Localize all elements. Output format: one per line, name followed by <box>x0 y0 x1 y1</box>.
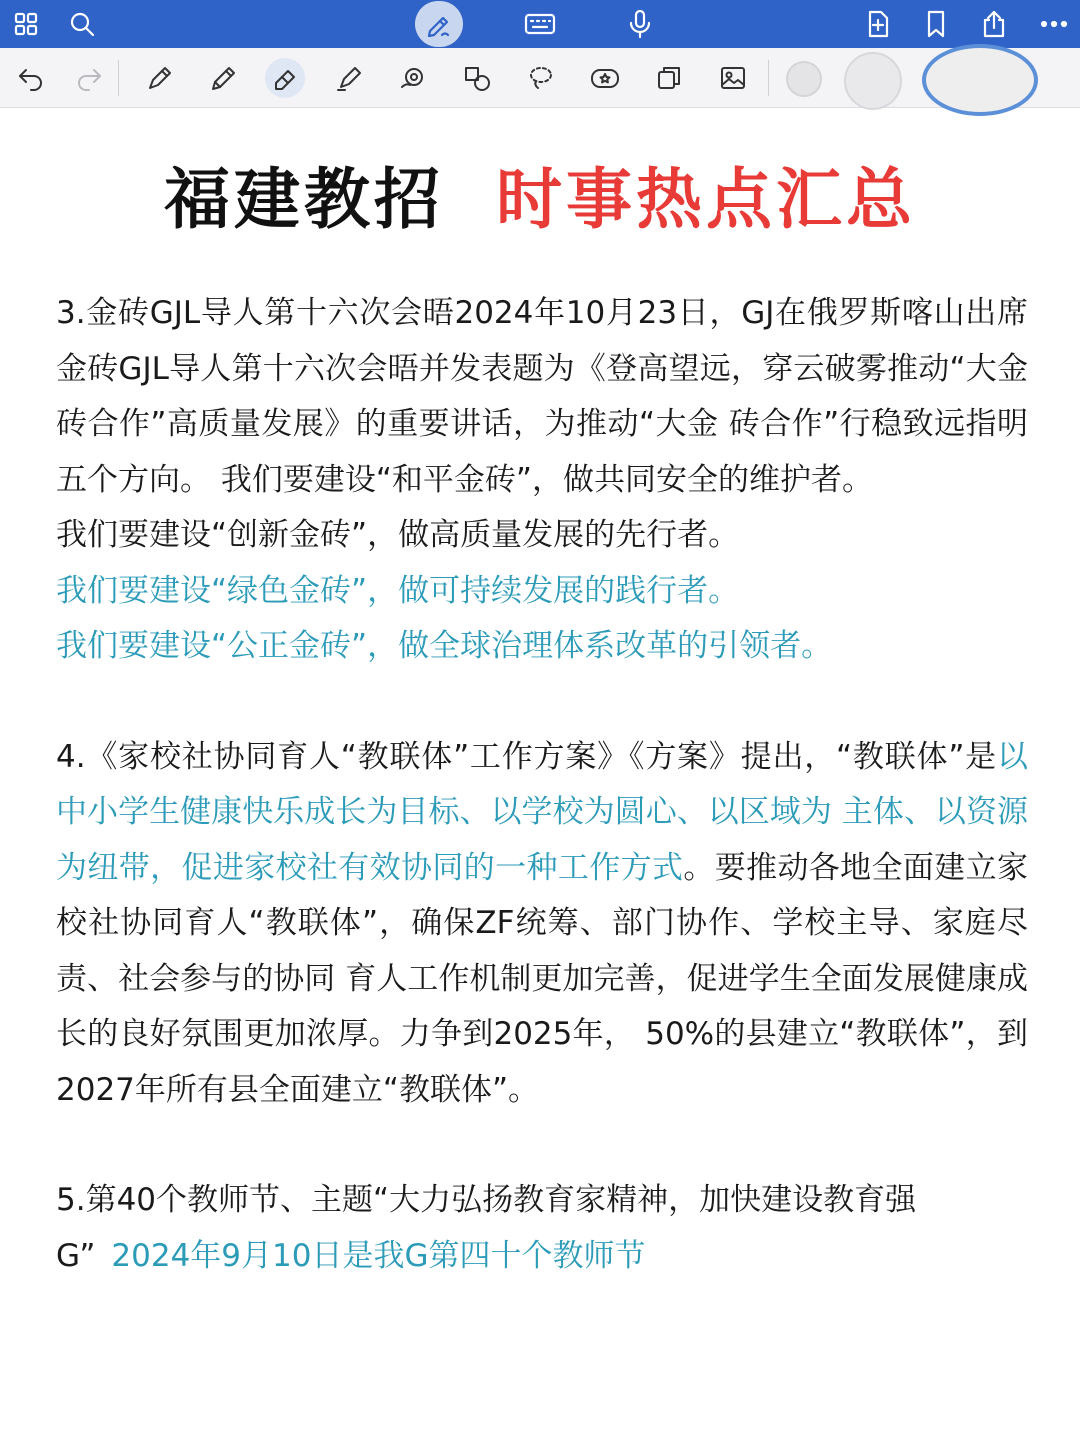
section-3-line-2: 我们要建设“创新金砖”，做高质量发展的先行者。 <box>56 517 740 553</box>
section-4 <box>56 730 1028 1119</box>
bookmark-icon[interactable] <box>914 0 958 48</box>
toolbar-divider <box>768 60 769 96</box>
title-red: 时事热点汇总 <box>496 161 916 238</box>
section-5-lead: 5.第40个教师节、主题“大力弘扬教育家精神，加快建设教育强G” <box>56 1182 917 1274</box>
share-icon[interactable] <box>972 0 1016 48</box>
section-5 <box>56 1173 1028 1284</box>
section-3-intro: 3.金砖GJL导人第十六次会晤2024年10月23日，GJ在俄罗斯喀山出席金砖GJL导人第十六次会晤并发表题为《登高望远，穿云破雾推动“大金砖合作”高质量发展》的重要讲话，为推动“大金 砖合作”行稳致远指明五个方向。 我们要建设“和平金砖”，做共同安全的维护者。 <box>56 295 1028 498</box>
grid-icon[interactable] <box>4 0 48 48</box>
note-content <box>56 286 1028 1284</box>
page-title <box>0 160 1080 240</box>
lasso-shape-icon[interactable] <box>388 48 438 108</box>
paragraph-gap <box>56 675 1028 730</box>
lasso-icon[interactable] <box>516 48 566 108</box>
fountain-pen-icon[interactable] <box>134 48 184 108</box>
section-4-highlight: 以中小学生健康快乐成长为目标、以学校为圆心、以区域为 主体、以资源为纽带，促进家校社有效协同的一种工作方式 <box>56 738 1028 886</box>
keyboard-icon[interactable] <box>518 0 562 48</box>
section-4-body: 。要推动各地全面建立家校社协同育人“教联体”，确保ZF统筹、部门协作、学校主导、家庭尽责、社会参与的协同 育人工作机制更加完善，促进学生全面发展健康成长的良好氛围更加浓厚。力争到2025年， 50%的县建立“教联体”，到2027年所有县全面建立“教联体”。 <box>56 849 1029 1108</box>
shapes-icon[interactable] <box>452 48 502 108</box>
section-4-lead: 4.《家校社协同育人“教联体”工作方案》《方案》提出，“教联体”是 <box>56 738 997 775</box>
color-swatch-1[interactable] <box>786 61 822 97</box>
search-icon[interactable] <box>60 0 104 48</box>
copy-icon[interactable] <box>644 48 694 108</box>
color-swatch-selected[interactable] <box>922 44 1038 116</box>
sticker-icon[interactable] <box>580 48 630 108</box>
color-swatch-2[interactable] <box>844 52 902 110</box>
more-icon[interactable] <box>1032 0 1076 48</box>
paragraph-gap <box>56 1118 1028 1173</box>
toolbar-divider <box>118 60 119 96</box>
drawing-toolbar <box>0 48 1080 108</box>
pencil-icon[interactable] <box>198 48 248 108</box>
undo-icon[interactable] <box>6 48 56 108</box>
microphone-icon[interactable] <box>618 0 662 48</box>
section-3-line-3: 我们要建设“绿色金砖”，做可持续发展的践行者。 <box>56 572 740 609</box>
section-3-line-4: 我们要建设“公正金砖”，做全球治理体系改革的引领者。 <box>56 628 833 664</box>
image-icon[interactable] <box>708 48 758 108</box>
highlighter-icon[interactable] <box>324 48 374 108</box>
add-page-icon[interactable] <box>856 0 900 48</box>
eraser-icon[interactable] <box>260 48 310 108</box>
redo-icon[interactable] <box>64 48 114 108</box>
pen-annotate-icon[interactable] <box>415 1 463 47</box>
section-5-highlight: 2024年9月10日是我G第四十个教师节 <box>111 1237 646 1274</box>
title-black: 福建教招 <box>164 161 444 238</box>
top-app-bar <box>0 0 1080 48</box>
